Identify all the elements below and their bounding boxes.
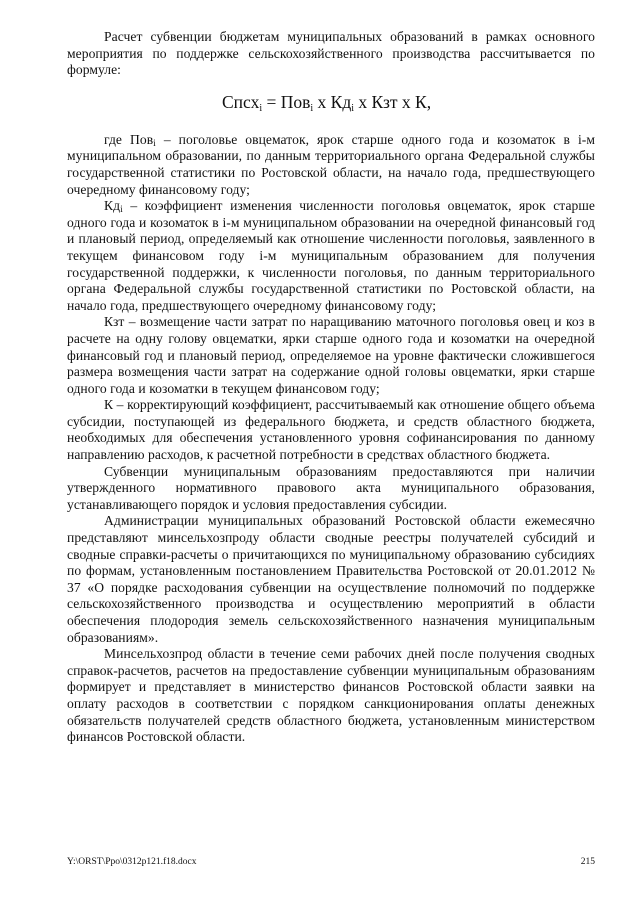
formula-rest: х Кзт х К, [354, 91, 432, 112]
formula [67, 91, 595, 120]
formula-lhs-subscript: i [259, 102, 263, 114]
definition-kd-term: Кд [104, 198, 121, 214]
formula-kd: х Кд [313, 91, 352, 112]
definition-kd [67, 198, 595, 314]
paragraph-administrations: Администрации муниципальных образований Ростовской области ежемесячно представляют минсельхозпроду области сводные реестры получателей субсидий и сводные справки-расчеты о причитающихся по муниципальному образованию субсидиях по формам, установленным постановлением Правительства Ростовской от 20.01.2012 № 37 «О порядке расходования субвенции на осуществление полномочий по поддержке сельскохозяйственного производства и осуществлению мероприятий в области обеспечения плодородия земель сельскохозяйственного назначения муниципальным образованиям». [67, 513, 595, 645]
definition-k: К – корректирующий коэффициент, рассчитываемый как отношение общего объема субсидии, поступающей из федерального бюджета, и средств областного бюджета, необходимых для обеспечения установленного уровня софинансирования по данному направлению расходов, к расчетной потребности в средствах областного бюджета. [67, 397, 595, 463]
intro-paragraph: Расчет субвенции бюджетам муниципальных образований в рамках основного мероприятия по поддержке сельскохозяйственного производства рассчитывается по формуле: [67, 29, 595, 78]
definition-pov [67, 132, 595, 198]
formula-pov-subscript: i [310, 102, 314, 114]
document-body [67, 29, 595, 746]
formula-kd-subscript: i [351, 102, 355, 114]
formula-lhs: Спсх [222, 91, 260, 112]
page-number: 215 [580, 857, 595, 867]
footer-file-path: Y:\ORST\Ppo\0312p121.f18.docx [67, 857, 197, 867]
definition-kzt: Кзт – возмещение части затрат по наращиванию маточного поголовья овец и коз в расчете на одну голову овцематки, ярки старше одного года и козоматки на очередной финансовый год и плановый период, определяемое на уровне фактически сложившегося размера возмещения части затрат на содержание одной головы овцематки, ярки старше одного года и козоматки в текущем финансовом году; [67, 314, 595, 396]
paragraph-ministry: Минсельхозпрод области в течение семи рабочих дней после получения сводных справок-расчетов, расчетов на предоставление субвенции муниципальным образованиям формирует и представляет в министерство финансов Ростовской области заявки на оплату расходов в соответствии с порядком санкционирования оплаты денежных обязательств получателей средств областного бюджета, установленным министерством финансов Ростовской области. [67, 646, 595, 745]
definition-kd-text: – коэффициент изменения численности поголовья овцематок, ярок старше одного года и козоматок в i-м муниципальном образовании на очередной финансовый год и плановый период, определяемый как отношение численности поголовья, заявленного в текущем финансовом году i-м муниципальным образованием для получения государственной поддержки, к численности поголовья, по данным территориального органа Федеральной службы государственной статистики по Ростовской области, на начало года, предшествующего очередному финансовому году; [67, 198, 595, 313]
definition-kd-subscript: i [120, 205, 123, 216]
page-footer [67, 855, 595, 869]
paragraph-subventions: Субвенции муниципальным образованиям предоставляются при наличии утвержденного нормативного правового акта муниципального образования, устанавливающего порядок и условия предоставления субсидии. [67, 463, 595, 512]
definition-pov-text: – поголовье овцематок, ярок старше одного года и козоматок в i-м муниципальном образовании, по данным территориального органа Федеральной службы государственной статистики по Ростовской области, на начало года, предшествующего очередному финансовому году; [67, 131, 595, 197]
definition-pov-term: где Пов [104, 131, 154, 147]
definition-pov-subscript: i [153, 138, 156, 149]
formula-pov: = Пов [262, 91, 311, 112]
